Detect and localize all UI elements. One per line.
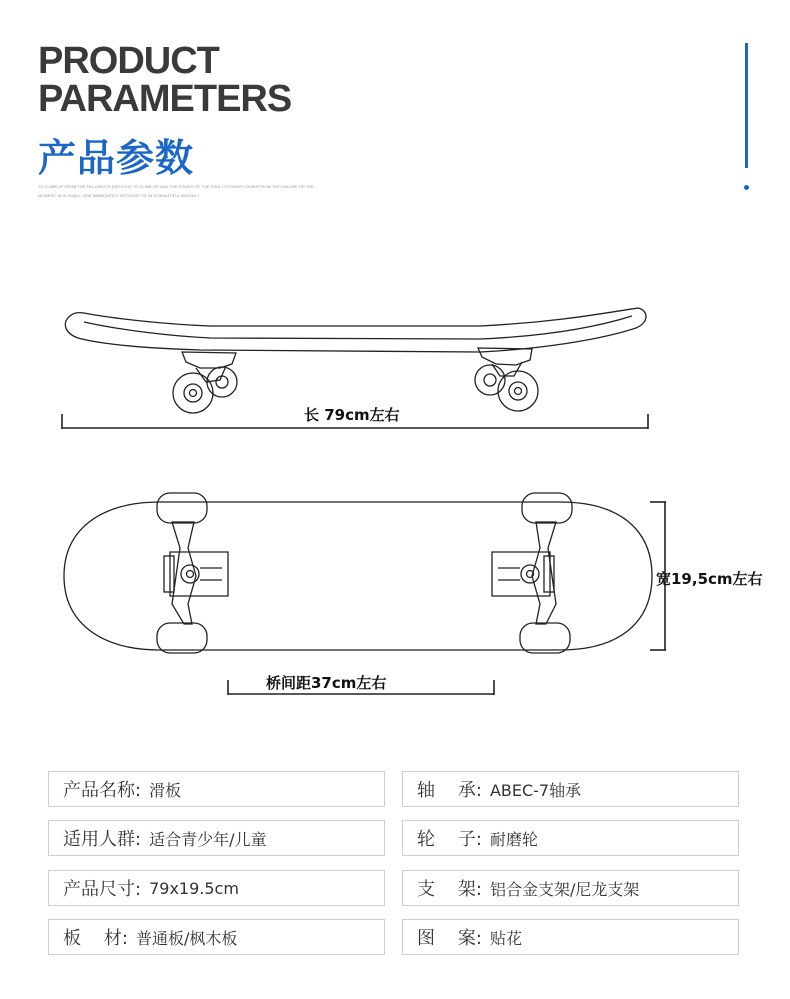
param-value: 普通板/枫木板 — [135, 928, 238, 948]
param-cell-truck — [402, 870, 739, 906]
wheelbase-label: 桥间距37cm左右 — [266, 674, 387, 692]
skateboard-side-view — [65, 308, 646, 413]
param-value: 79x19.5cm — [149, 878, 239, 898]
skateboard-bottom-view — [64, 493, 652, 653]
param-cell-pattern — [402, 919, 739, 955]
param-cell-size — [48, 870, 385, 906]
param-cell-deck-material — [48, 919, 385, 955]
param-key: 支 架: — [417, 879, 482, 900]
param-key: 轴 承: — [417, 780, 482, 801]
param-value: 铝合金支架/尼龙支架 — [489, 879, 640, 899]
length-label: 长 79cm左右 — [304, 406, 400, 424]
param-cell-bearing — [402, 771, 739, 807]
title-line-1: PRODUCT — [38, 40, 219, 82]
param-key: 适用人群: — [63, 829, 142, 850]
param-value: 滑板 — [149, 780, 182, 800]
param-key: 轮 子: — [417, 829, 482, 850]
param-value: ABEC-7轴承 — [489, 780, 582, 800]
width-label: 宽19,5cm左右 — [656, 570, 763, 588]
param-cell-wheels — [402, 820, 739, 856]
param-cell-product-name — [48, 771, 385, 807]
param-cell-target-users — [48, 820, 385, 856]
param-key: 产品名称: — [63, 780, 142, 801]
param-value: 适合青少年/儿童 — [149, 829, 267, 849]
fine-print-line-2: MOMENT, IN IS SMALL, ONE IMMEDIATELY RETURNS TO, IN IS BEAUTIFUL BLOOM, I — [38, 193, 200, 198]
param-key: 板 材: — [63, 928, 128, 949]
page-title-chinese: 产品参数 — [38, 136, 195, 180]
param-key: 图 案: — [417, 928, 482, 949]
fine-print-line-1: TO CLIMB UP FROM THE FAILURES IS DIFFICULT TO CLIMB UP, AND THE POWER OF THE SOUL IS POWER COMES FROM THE FAILURE OR THE — [38, 184, 314, 189]
title-line-2: PARAMETERS — [38, 78, 292, 120]
param-key: 产品尺寸: — [63, 879, 142, 900]
param-value: 耐磨轮 — [489, 829, 538, 849]
param-value: 贴花 — [489, 928, 522, 948]
